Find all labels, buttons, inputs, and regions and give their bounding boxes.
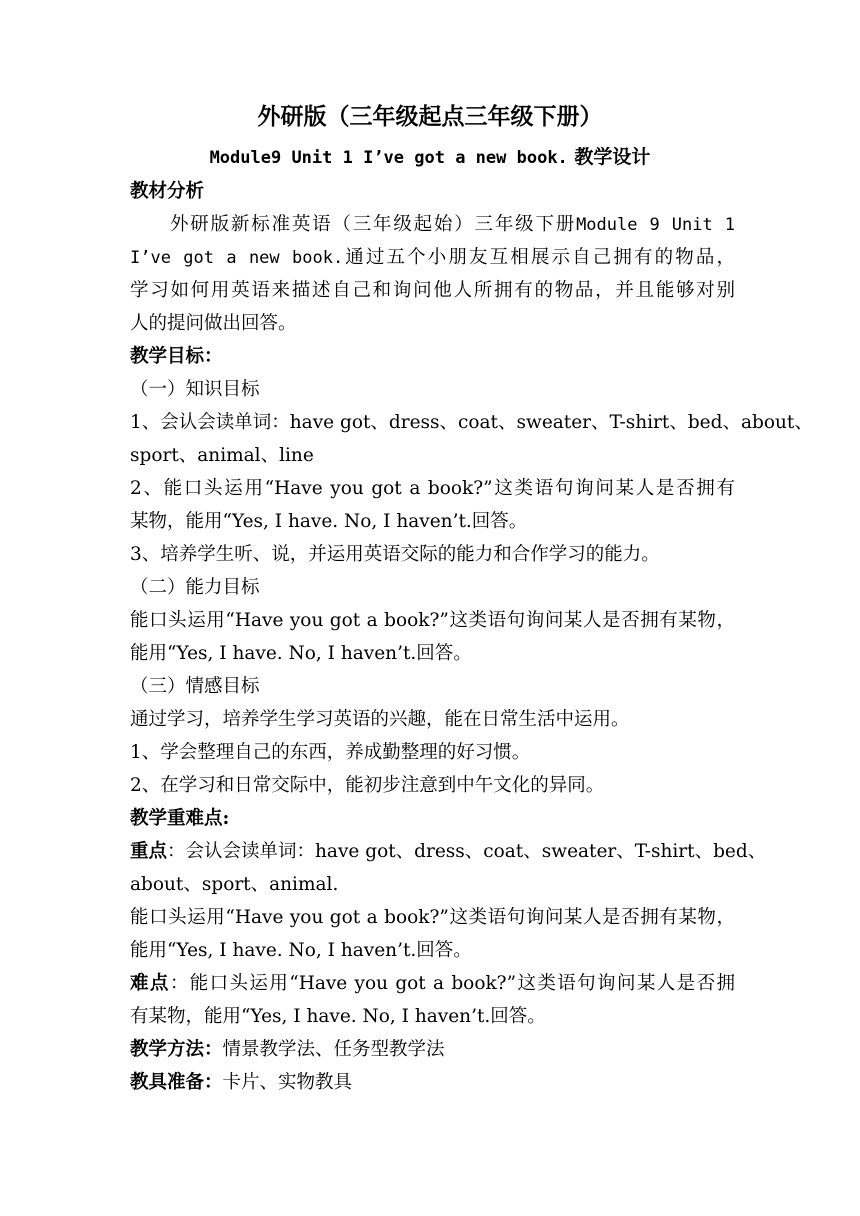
tools-value: 卡片、实物教具 <box>222 1072 353 1093</box>
document-body <box>130 175 813 1099</box>
difficulty-label: 难点 <box>130 973 170 994</box>
subtitle-chinese: 教学设计 <box>574 146 651 168</box>
tools-label: 教具准备： <box>130 1072 223 1093</box>
paragraph-line: 某物，能用“Yes, I have. No, I haven’t.回答。 <box>130 511 528 532</box>
paragraph-line: 人的提问做出回答。 <box>130 313 297 334</box>
paragraph-line: 能口头运用“Have you got a book?”这类语句询问某人是否拥有某物， <box>130 907 735 928</box>
paragraph-line: 重点：会认会读单词：have got、dress、coat、sweater、T-shirt、bed、 <box>130 841 767 862</box>
method-line <box>130 1033 735 1066</box>
section-heading-keypoints: 教学重难点: <box>130 808 230 829</box>
paragraph-line: about、sport、animal. <box>130 874 339 895</box>
key-label: 重点 <box>130 841 168 862</box>
paragraph-line: I’ve got a new book.通过五个小朋友互相展示自己拥有的物品， <box>130 247 735 268</box>
subheading-knowledge: （一）知识目标 <box>130 379 260 400</box>
paragraph-line: 难点：能口头运用“Have you got a book?”这类语句询问某人是否拥 <box>130 973 735 994</box>
subheading-ability: （二）能力目标 <box>130 577 260 598</box>
paragraph-line: 外研版新标准英语（三年级起始）三年级下册Module 9 Unit 1 <box>170 214 735 235</box>
method-value: 情景教学法、任务型教学法 <box>222 1039 445 1060</box>
page-subtitle <box>0 142 860 173</box>
subtitle-english: Module9 Unit 1 I’ve got a new book. <box>209 148 568 168</box>
paragraph-line: 能用“Yes, I have. No, I haven’t.回答。 <box>130 940 472 961</box>
paragraph-line: 有某物，能用“Yes, I have. No, I haven’t.回答。 <box>130 1006 546 1027</box>
paragraph-line: 1、学会整理自己的东西，养成勤整理的好习惯。 <box>130 742 531 763</box>
section-heading-material: 教材分析 <box>130 181 205 202</box>
paragraph-line: sport、animal、line <box>130 445 314 466</box>
method-label: 教学方法： <box>130 1039 223 1060</box>
paragraph-line: 通过学习，培养学生学习英语的兴趣，能在日常生活中运用。 <box>130 709 630 730</box>
paragraph-line: 能口头运用“Have you got a book?”这类语句询问某人是否拥有某物， <box>130 610 735 631</box>
subheading-emotion: （三）情感目标 <box>130 676 260 697</box>
page-title: 外研版（三年级起点三年级下册） <box>257 103 603 130</box>
paragraph-line: 2、在学习和日常交际中，能初步注意到中午文化的异同。 <box>130 775 605 796</box>
section-heading-objectives: 教学目标： <box>130 346 223 367</box>
tools-line <box>130 1066 735 1099</box>
paragraph-line: 3、培养学生听、说，并运用英语交际的能力和合作学习的能力。 <box>130 544 660 565</box>
paragraph-line: 1、会认会读单词：have got、dress、coat、sweater、T-shirt、bed、about、 <box>130 412 813 433</box>
paragraph-line: 学习如何用英语来描述自己和询问他人所拥有的物品，并且能够对别 <box>130 280 735 301</box>
paragraph-line: 能用“Yes, I have. No, I haven’t.回答。 <box>130 643 472 664</box>
paragraph-line: 2、能口头运用“Have you got a book?”这类语句询问某人是否拥有 <box>130 478 735 499</box>
